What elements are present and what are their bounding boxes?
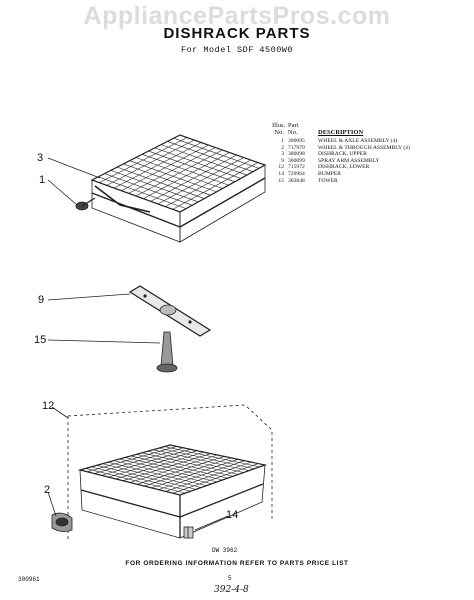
lower-dishrack: [80, 445, 265, 538]
spray-arm: [130, 286, 210, 336]
callout-15: 15: [34, 334, 47, 346]
part-number: 715972: [288, 164, 305, 171]
handwritten-note: 392-4-8: [214, 585, 249, 595]
part-number: 300099: [288, 157, 305, 164]
drawing-number: DW 3962: [212, 547, 238, 554]
wheel-through-part: [52, 513, 72, 532]
header-description: DESCRIPTION: [318, 129, 364, 136]
callout-2: 2: [44, 484, 51, 496]
part-description: DISHRACK, LOWER: [318, 164, 370, 171]
part-description: SPRAY ARM ASSEMBLY: [318, 157, 380, 164]
doc-code: 300961: [18, 576, 40, 583]
part-number: 300095: [288, 138, 305, 144]
part-number: 717979: [288, 144, 305, 151]
model-subtitle: For Model SDF 4500W0: [180, 45, 294, 55]
illus-number: 3: [281, 151, 284, 158]
part-description: WHEEL & AXLE ASSEMBLY (4): [318, 138, 398, 144]
callout-3: 3: [37, 152, 44, 164]
tower: [157, 332, 177, 372]
callout-1: 1: [39, 174, 46, 186]
header-part-2: No.: [288, 129, 298, 136]
bumper-part: [184, 527, 193, 538]
header-part-1: Part: [288, 122, 299, 129]
page-title: DISHRACK PARTS: [163, 25, 311, 42]
ordering-note: FOR ORDERING INFORMATION REFER TO PARTS PRICE LIST: [125, 560, 349, 567]
illus-number: 2: [281, 144, 284, 151]
part-number: 729964: [288, 170, 305, 177]
part-description: TOWER: [318, 177, 338, 184]
illus-number: 1: [281, 138, 284, 144]
illus-number: 9: [281, 157, 284, 164]
part-description: BUMPER: [318, 170, 342, 177]
callout-14: 14: [226, 509, 239, 521]
header-illus-1: Illus.: [272, 122, 286, 129]
callout-9: 9: [38, 294, 45, 306]
illus-number: 12: [278, 164, 284, 171]
part-description: DISHRACK, UPPER: [318, 151, 367, 158]
part-number: 300098: [288, 151, 305, 158]
illus-number: 15: [278, 177, 284, 184]
part-description: WHEEL & THROUGH ASSEMBLY (4): [318, 144, 410, 151]
upper-dishrack: [92, 135, 265, 242]
part-number: 303848: [288, 177, 305, 184]
watermark: AppliancePartsPros.com: [83, 2, 391, 30]
header-illus-2: No.: [274, 129, 284, 136]
callout-12: 12: [42, 400, 55, 412]
illus-number: 14: [278, 170, 284, 177]
page-number: 5: [228, 575, 232, 582]
